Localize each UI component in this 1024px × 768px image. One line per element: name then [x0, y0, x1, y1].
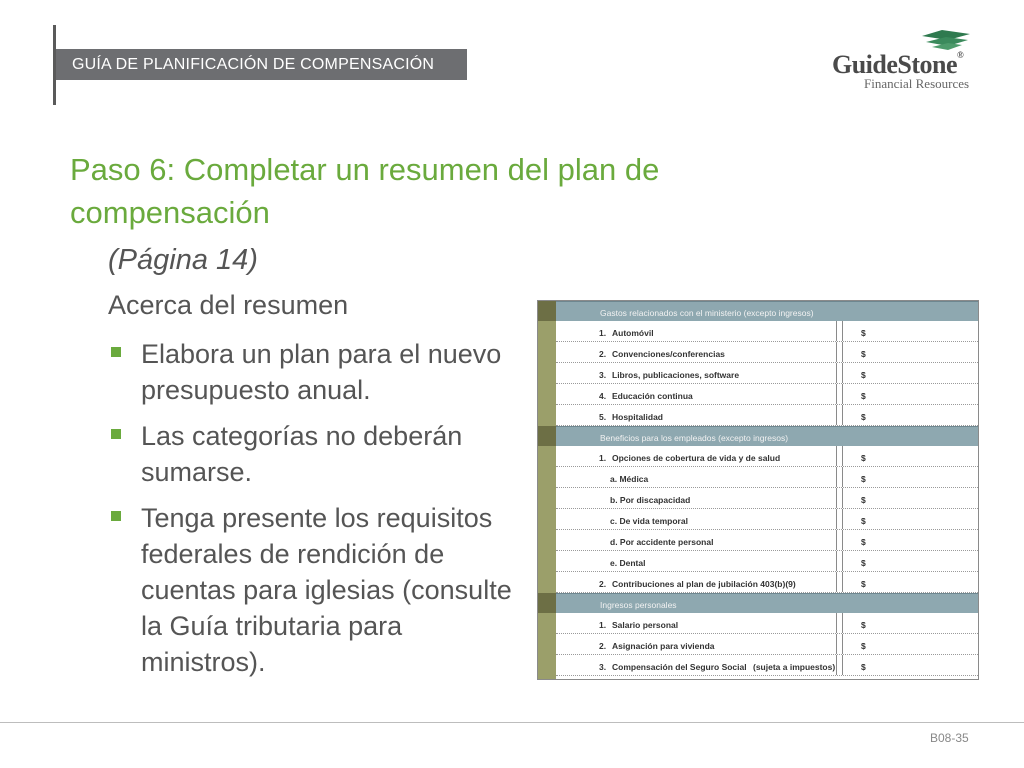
- form-section-header: [556, 301, 978, 321]
- bullet-square-icon: [111, 347, 121, 357]
- form-column-divider: [836, 321, 837, 341]
- bullet-list: [108, 336, 528, 690]
- form-row: [556, 342, 978, 363]
- header-band: GUÍA DE PLANIFICACIÓN DE COMPENSACIÓN: [56, 49, 467, 80]
- form-row-amount-field: $: [861, 495, 866, 505]
- form-row-amount-field: $: [861, 474, 866, 484]
- form-row-label: e. Dental: [610, 558, 646, 568]
- form-row-label: Convenciones/conferencias: [612, 349, 725, 359]
- form-row-amount-field: $: [861, 453, 866, 463]
- page-reference: (Página 14): [108, 244, 258, 276]
- form-column-divider: [842, 551, 843, 571]
- page-code: B08-35: [930, 731, 969, 745]
- bullet-square-icon: [111, 429, 121, 439]
- compensation-summary-form: [537, 300, 979, 680]
- form-column-divider: [842, 530, 843, 550]
- form-row-number: 4.: [599, 391, 607, 401]
- form-column-divider: [836, 405, 837, 425]
- form-column-divider: [842, 572, 843, 592]
- form-row-label: a. Médica: [610, 474, 649, 484]
- logo-wordmark: GuideStone®: [832, 50, 964, 79]
- form-section-header: [556, 426, 978, 446]
- form-column-divider: [836, 655, 837, 675]
- form-column-divider: [836, 551, 837, 571]
- form-row-amount-field: $: [861, 662, 866, 672]
- form-row-number: 2.: [599, 579, 607, 589]
- form-row: [556, 446, 978, 467]
- form-row-amount-field: $: [861, 412, 866, 422]
- bullet-item: Elabora un plan para el nuevo presupuesto anual.: [108, 336, 528, 408]
- form-column-divider: [842, 321, 843, 341]
- form-row-amount-field: $: [861, 641, 866, 651]
- form-section-header: [556, 593, 978, 613]
- form-row-amount-field: $: [861, 558, 866, 568]
- guidestone-logo: [832, 30, 982, 92]
- form-row-label: Hospitalidad: [612, 412, 664, 422]
- form-row-number: 1.: [599, 620, 607, 630]
- form-row-label: Opciones de cobertura de vida y de salud: [612, 453, 781, 463]
- form-column-divider: [842, 655, 843, 675]
- form-section-title: Beneficios para los empleados (excepto ingresos): [600, 433, 789, 443]
- form-row-label: Libros, publicaciones, software: [612, 370, 740, 380]
- form-row: [556, 467, 978, 488]
- form-column-divider: [842, 634, 843, 654]
- logo-tagline: Financial Resources: [864, 76, 970, 91]
- form-row-label: Salario personal: [612, 620, 679, 630]
- form-column-divider: [842, 509, 843, 529]
- guidestone-logo-mark-icon: [918, 30, 974, 50]
- form-row-number: 2.: [599, 641, 607, 651]
- form-row-number: 1.: [599, 453, 607, 463]
- form-row: [556, 384, 978, 405]
- form-column-divider: [842, 467, 843, 487]
- form-row-amount-field: $: [861, 579, 866, 589]
- form-row-label: b. Por discapacidad: [610, 495, 691, 505]
- form-row-amount-field: $: [861, 620, 866, 630]
- form-column-divider: [836, 572, 837, 592]
- form-column-divider: [842, 405, 843, 425]
- form-row-number: 3.: [599, 370, 607, 380]
- form-column-divider: [842, 446, 843, 466]
- form-column-divider: [836, 467, 837, 487]
- bullet-item: Las categorías no deberán sumarse.: [108, 418, 528, 490]
- bullet-item: Tenga presente los requisitos federales de rendición de cuentas para iglesias (consulte la Guía tributaria para ministros).: [108, 500, 528, 680]
- form-row: [556, 572, 978, 593]
- form-column-divider: [836, 342, 837, 362]
- form-row-amount-field: $: [861, 391, 866, 401]
- form-column-divider: [836, 488, 837, 508]
- form-row: [556, 655, 978, 676]
- form-row: [556, 405, 978, 426]
- section-subheading: Acerca del resumen: [108, 290, 349, 320]
- form-row-label: d. Por accidente personal: [610, 537, 714, 547]
- form-column-divider: [836, 634, 837, 654]
- bullet-square-icon: [111, 511, 121, 521]
- form-column-divider: [836, 446, 837, 466]
- form-column-divider: [842, 363, 843, 383]
- form-row-amount-field: $: [861, 537, 866, 547]
- form-row: [556, 363, 978, 384]
- form-section-side-marker: [538, 426, 556, 446]
- form-row: [556, 613, 978, 634]
- form-row-number: 5.: [599, 412, 607, 422]
- form-column-divider: [842, 613, 843, 633]
- form-row-label: c. De vida temporal: [610, 516, 688, 526]
- form-row-note: (sujeta a impuestos): [753, 662, 836, 672]
- form-column-divider: [836, 509, 837, 529]
- form-row-label: Compensación del Seguro Social: [612, 662, 747, 672]
- form-row-label: Educación continua: [612, 391, 693, 401]
- form-section-side-marker: [538, 593, 556, 613]
- form-row: [556, 530, 978, 551]
- form-row-amount-field: $: [861, 349, 866, 359]
- form-column-divider: [842, 342, 843, 362]
- form-column-divider: [836, 613, 837, 633]
- form-section-title: Gastos relacionados con el ministerio (excepto ingresos): [600, 308, 814, 318]
- form-row-amount-field: $: [861, 516, 866, 526]
- form-row-amount-field: $: [861, 370, 866, 380]
- footer-divider: [0, 722, 1024, 723]
- form-row-number: 1.: [599, 328, 607, 338]
- form-row: [556, 321, 978, 342]
- form-row: [556, 634, 978, 655]
- form-row: [556, 509, 978, 530]
- form-column-divider: [836, 530, 837, 550]
- form-row-label: Contribuciones al plan de jubilación 403(b)(9): [612, 579, 796, 589]
- form-row: [556, 488, 978, 509]
- form-column-divider: [836, 363, 837, 383]
- form-section-side-marker: [538, 301, 556, 321]
- form-row-label: Asignación para vivienda: [612, 641, 715, 651]
- form-row-amount-field: $: [861, 328, 866, 338]
- form-row: [556, 551, 978, 572]
- form-section-title: Ingresos personales: [600, 600, 677, 610]
- form-row-number: 2.: [599, 349, 607, 359]
- slide-title: Paso 6: Completar un resumen del plan de compensación: [70, 152, 660, 230]
- form-sidebar: [538, 301, 556, 679]
- form-row-label: Automóvil: [612, 328, 654, 338]
- form-row-number: 3.: [599, 662, 607, 672]
- form-column-divider: [842, 488, 843, 508]
- form-column-divider: [836, 384, 837, 404]
- form-column-divider: [842, 384, 843, 404]
